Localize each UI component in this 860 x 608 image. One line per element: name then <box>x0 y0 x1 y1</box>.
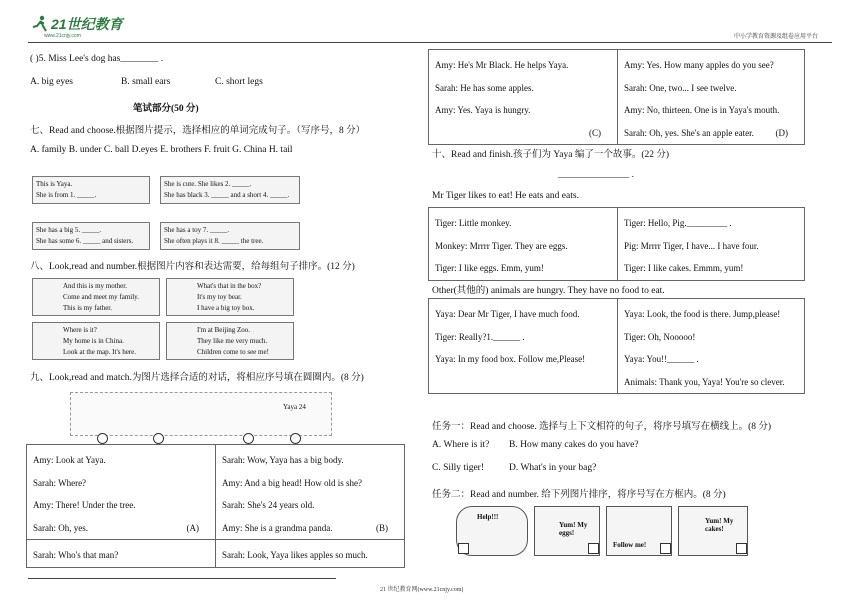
sec8-picture-3: Where is it? My home is in China. Look at the map. It's here. <box>32 322 160 360</box>
task2-picture-1: Help!!! <box>456 506 528 556</box>
section-9-title: 九、Look,read and match.为图片选择合适的对话，将相应序号填在圆圈内。(8 分) <box>30 373 364 383</box>
q5-option-c: C. short legs <box>215 77 263 87</box>
task2-picture-3: Follow me! <box>606 506 672 556</box>
dialogue-c: Amy: He's Mr Black. He helps Yaya. Sarah: He has some apples. Amy: Yes. Yaya is hungry. (C) <box>429 50 618 145</box>
runner-icon <box>32 15 48 33</box>
footer-text: 21 世纪教育网(www.21cnjy.com) <box>380 587 464 593</box>
header-platform-text: 中小学教育资源及组卷应用平台 <box>733 34 818 40</box>
task2-picture-4: Yum! My cakes! <box>678 506 748 556</box>
story-table-1 <box>428 207 805 281</box>
dialogue-b: Sarah: Wow, Yaya has a big body. Amy: And a big head! How old is she? Sarah: She's 24 years old. Amy: She is a grandma panda. (B) <box>216 445 405 540</box>
dialogue-c-start: Sarah: Who's that man? <box>27 540 216 568</box>
written-section-title: 笔试部分(50 分) <box>133 104 199 114</box>
dialogue-d: Amy: Yes. How many apples do you see? Sarah: One, two... I see twelve. Amy: No, thirteen. One is in Yaya's mouth. Sarah: Oh, yes. She's an apple eater. (D) <box>618 50 805 145</box>
task1-option-a: A. Where is it? <box>432 440 490 450</box>
sec7-picture-1: This is Yaya. She is from 1. _____. <box>32 176 150 204</box>
dialogue-d-start: Sarah: Look, Yaya likes apples so much. <box>216 540 405 568</box>
footer-divider <box>28 578 336 579</box>
answer-circle-4[interactable] <box>290 433 301 444</box>
dialogue-a: Amy: Look at Yaya. Sarah: Where? Amy: There! Under the tree. Sarah: Oh, yes. (A) <box>27 445 216 540</box>
story-yaya-scene: Yaya: Dear Mr Tiger, I have much food. Tiger: Really?1.______ . Yaya: In my food box. Follow me,Please! <box>429 299 618 394</box>
logo-url: www.21cnjy.com <box>44 33 81 39</box>
question-5: ( )5. Miss Lee's dog has________ . <box>30 54 164 64</box>
yaya-sign: Yaya 24 <box>283 403 306 411</box>
answer-circle-2[interactable] <box>153 433 164 444</box>
sec9-dialogue-table <box>26 444 405 568</box>
header-divider <box>28 42 832 43</box>
story-middle: Other(其他的) animals are hungry. They have no food to eat. <box>432 286 665 296</box>
story-ending-scene: Yaya: Look, the food is there. Jump,please! Tiger: Oh, Nooooo! Yaya: You!!______ . Animals: Thank you, Yaya! You're so clever. <box>618 299 805 394</box>
section-10-title: 十、Read and finish.孩子们为 Yaya 编了一个故事。(22 分) <box>432 150 670 160</box>
logo-text: 21世纪教育 <box>51 16 123 32</box>
section-7-title: 七、Read and choose.根据图片提示，选择相应的单词完成句子。（写序号，8 分） <box>30 126 366 136</box>
sec9-picture-strip <box>70 392 332 436</box>
answer-box-3[interactable] <box>660 543 671 554</box>
answer-circle-1[interactable] <box>97 433 108 444</box>
sec7-picture-3: She has a big 5. _____. She has some 6. _____ and sisters. <box>32 222 150 250</box>
sec8-picture-1: And this is my mother. Come and meet my family. This is my father. <box>32 278 160 316</box>
task-1-title: 任务一：Read and choose. 选择与上下文相符的句子，将序号填写在横线上。(8 分) <box>432 422 772 432</box>
sec7-picture-2: She is cute. She likes 2. _____. She has black 3. _____ and a short 4. _____. <box>160 176 300 204</box>
story-table-2 <box>428 298 805 394</box>
sec7-picture-4: She has a toy 7. _____. She often plays it 8. _____ the tree. <box>160 222 300 250</box>
section-7-options: A. family B. under C. ball D.eyes E. brothers F. fruit G. China H. tail <box>30 145 293 155</box>
story-intro: Mr Tiger likes to eat! He eats and eats. <box>432 191 579 201</box>
sec9-dialogue-table-cont <box>428 49 805 145</box>
task-2-title: 任务二：Read and number. 给下列图片排序，将序号写在方框内。(8 分) <box>432 490 726 500</box>
task2-picture-2: Yum! My eggs! <box>534 506 600 556</box>
sec8-picture-4: I'm at Beijing Zoo. They like me very much. Children come to see me! <box>166 322 294 360</box>
story-monkey-scene: Tiger: Little monkey. Monkey: Mrrrr Tiger. They are eggs. Tiger: I like eggs. Emm, yum! <box>429 208 618 281</box>
answer-box-1[interactable] <box>458 543 469 554</box>
answer-box-4[interactable] <box>736 543 747 554</box>
q5-option-a: A. big eyes <box>30 77 74 87</box>
story-pig-scene: Tiger: Hello, Pig._________ . Pig: Mrrrr Tiger, I have... I have four. Tiger: I like cakes. Emmm, yum! <box>618 208 805 281</box>
section-8-title: 八、Look,read and number.根据图片内容和表达需要，给每组句子排序。(12 分) <box>30 262 355 272</box>
answer-box-2[interactable] <box>588 543 599 554</box>
q5-option-b: B. small ears <box>121 77 171 87</box>
task1-option-d: D. What's in your bag? <box>509 463 597 473</box>
task1-option-c: C. Silly tiger! <box>432 463 484 473</box>
answer-circle-3[interactable] <box>243 433 254 444</box>
sec8-picture-2: What's that in the box? It's my toy bear. I have a big toy box. <box>166 278 294 316</box>
task1-option-b: B. How many cakes do you have? <box>509 440 639 450</box>
site-logo <box>32 14 123 34</box>
story-title-blank[interactable]: _______________ . <box>558 170 634 180</box>
